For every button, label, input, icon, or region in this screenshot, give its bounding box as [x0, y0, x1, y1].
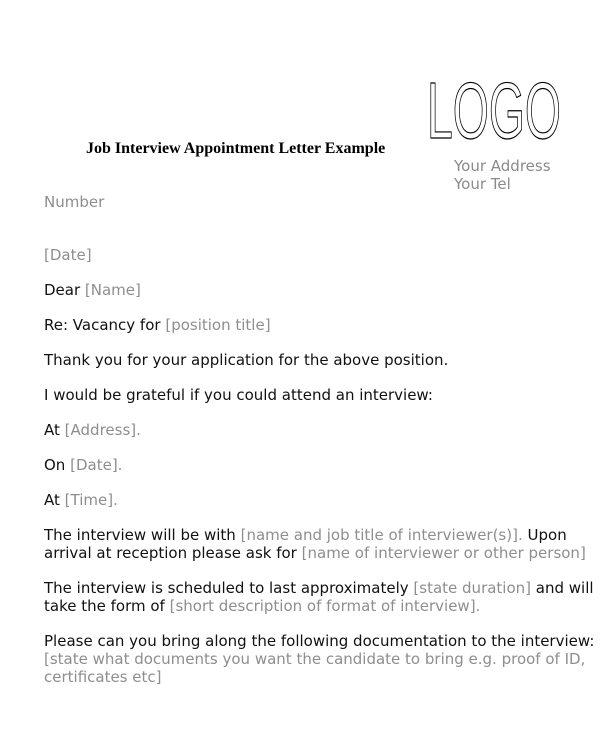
sender-details [454, 157, 551, 193]
interview-date [44, 456, 574, 474]
time-label: At [44, 491, 60, 509]
thanks-paragraph: Thank you for your application for the above position. [44, 351, 449, 369]
format-placeholder: [short description of format of interview]. [169, 597, 481, 615]
time-value: [Time]. [64, 491, 118, 509]
sender-tel: Your Tel [454, 175, 511, 193]
logo [424, 70, 564, 146]
documents-placeholder-1: [state what documents you want the candidate to bring e.g. proof of ID, [44, 650, 586, 668]
duration-line-1 [44, 579, 594, 597]
interview-address [44, 421, 574, 439]
subject-line [44, 316, 574, 334]
letter-date: [Date] [44, 246, 92, 264]
interviewer-line-1 [44, 526, 574, 544]
duration-placeholder: [state duration] [413, 579, 532, 597]
reception-text: arrival at reception please ask for [44, 544, 297, 562]
sender-address: Your Address [454, 157, 551, 175]
logo-graphic [424, 70, 564, 146]
documents-paragraph [44, 632, 595, 686]
recipient-name: [Name] [84, 281, 141, 299]
documents-text: Please can you bring along the following documentation to the interview: [44, 632, 595, 650]
documents-placeholder-2: certificates etc] [44, 668, 162, 686]
format-text: take the form of [44, 597, 165, 615]
duration-text-1: The interview is scheduled to last approximately [44, 579, 409, 597]
subject-prefix: Re: Vacancy for [44, 316, 161, 334]
interview-time [44, 491, 574, 509]
date-value: [Date]. [70, 456, 123, 474]
interviewer-placeholder: [name and job title of interviewer(s)]. [240, 526, 523, 544]
address-value: [Address]. [64, 421, 141, 439]
interviewer-line-2 [44, 544, 586, 562]
reception-placeholder: [name of interviewer or other person] [301, 544, 586, 562]
duration-paragraph [44, 579, 594, 615]
position-title: [position title] [165, 316, 271, 334]
interviewer-paragraph [44, 526, 586, 562]
duration-line-2 [44, 597, 574, 615]
salutation-dear: Dear [44, 281, 81, 299]
duration-text-2: and will [535, 579, 594, 597]
reference-number: Number [44, 193, 105, 211]
date-label: On [44, 456, 66, 474]
interviewer-text-2: Upon [527, 526, 567, 544]
interviewer-text-1: The interview will be with [44, 526, 236, 544]
page-title: Job Interview Appointment Letter Example [86, 140, 386, 157]
salutation [44, 281, 574, 299]
address-label: At [44, 421, 60, 439]
logo-text: LOGO [427, 70, 561, 146]
request-paragraph: I would be grateful if you could attend an interview: [44, 386, 433, 404]
letter-body [44, 193, 595, 686]
